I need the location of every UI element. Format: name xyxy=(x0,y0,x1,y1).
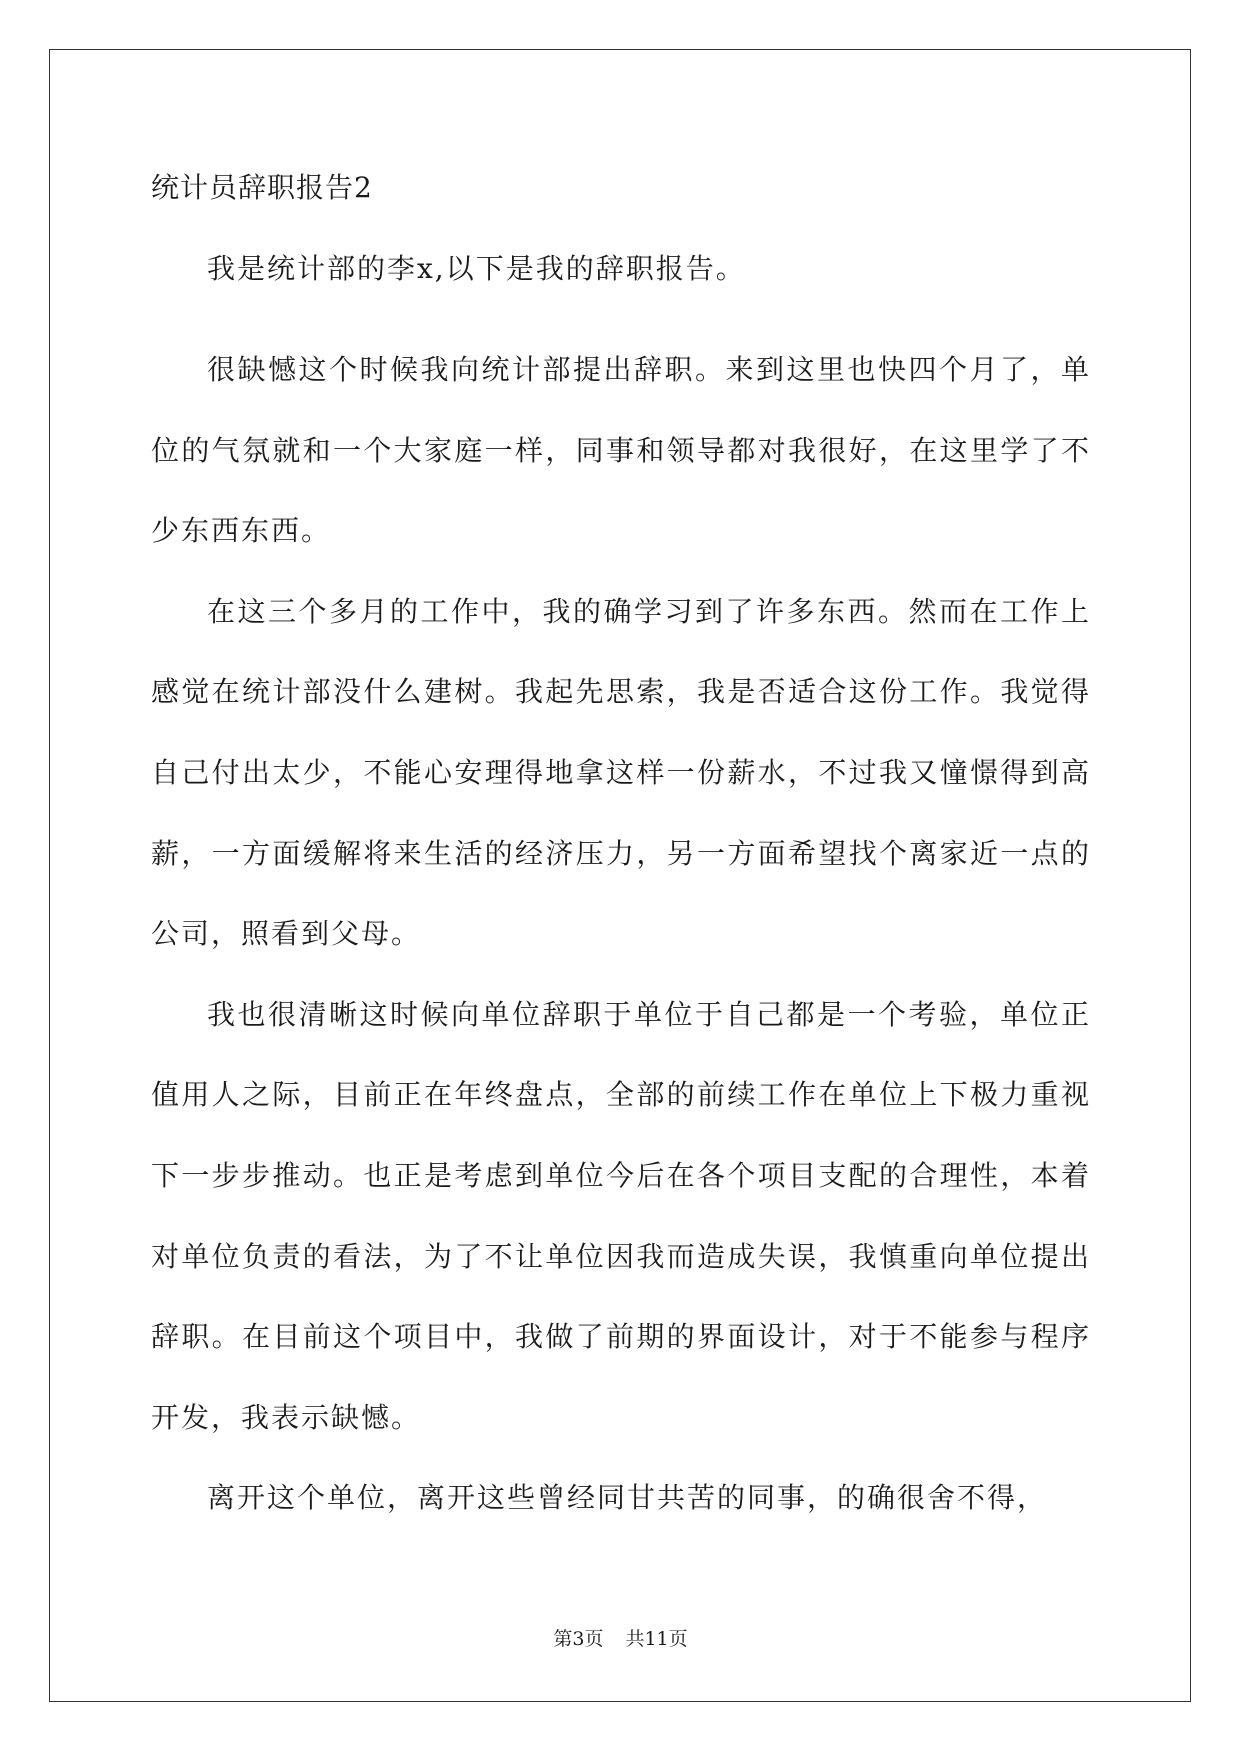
paragraph-1: 我是统计部的李x,以下是我的辞职报告。 xyxy=(207,252,746,285)
page-total: 共11页 xyxy=(625,1628,688,1650)
document-body xyxy=(151,168,1091,1539)
paragraph-5: 离开这个单位，离开这些曾经同甘共苦的同事，的确很舍不得， xyxy=(207,1481,1048,1515)
paragraph-4: 我也很清晰这时候向单位辞职于单位于自己都是一个考验，单位正值用人之际，目前正在年终盘点，全部的前续工作在单位上下极力重视下一步步推动。也正是考虑到单位今后在各个项目支配的合理性，本着对单位负责的看法，为了不让单位因我而造成失误，我慎重向单位提出辞职。在目前这个项目中，我做了前期的界面设计，对于不能参与程序开发，我表示缺憾。 xyxy=(151,997,1091,1434)
page-number: 第3页 xyxy=(553,1628,604,1650)
page-footer xyxy=(0,1627,1241,1651)
document-title: 统计员辞职报告2 xyxy=(151,171,373,204)
paragraph-3: 在这三个多月的工作中，我的确学习到了许多东西。然而在工作上感觉在统计部没什么建树。我起先思索，我是否适合这份工作。我觉得自己付出太少，不能心安理得地拿这样一份薪水，不过我又憧憬得到高薪，一方面缓解将来生活的经济压力，另一方面希望找个离家近一点的公司，照看到父母。 xyxy=(151,594,1091,951)
paragraph-2: 很缺憾这个时候我向统计部提出辞职。来到这里也快四个月了，单位的气氛就和一个大家庭一样，同事和领导都对我很好，在这里学了不少东西东西。 xyxy=(151,353,1091,548)
